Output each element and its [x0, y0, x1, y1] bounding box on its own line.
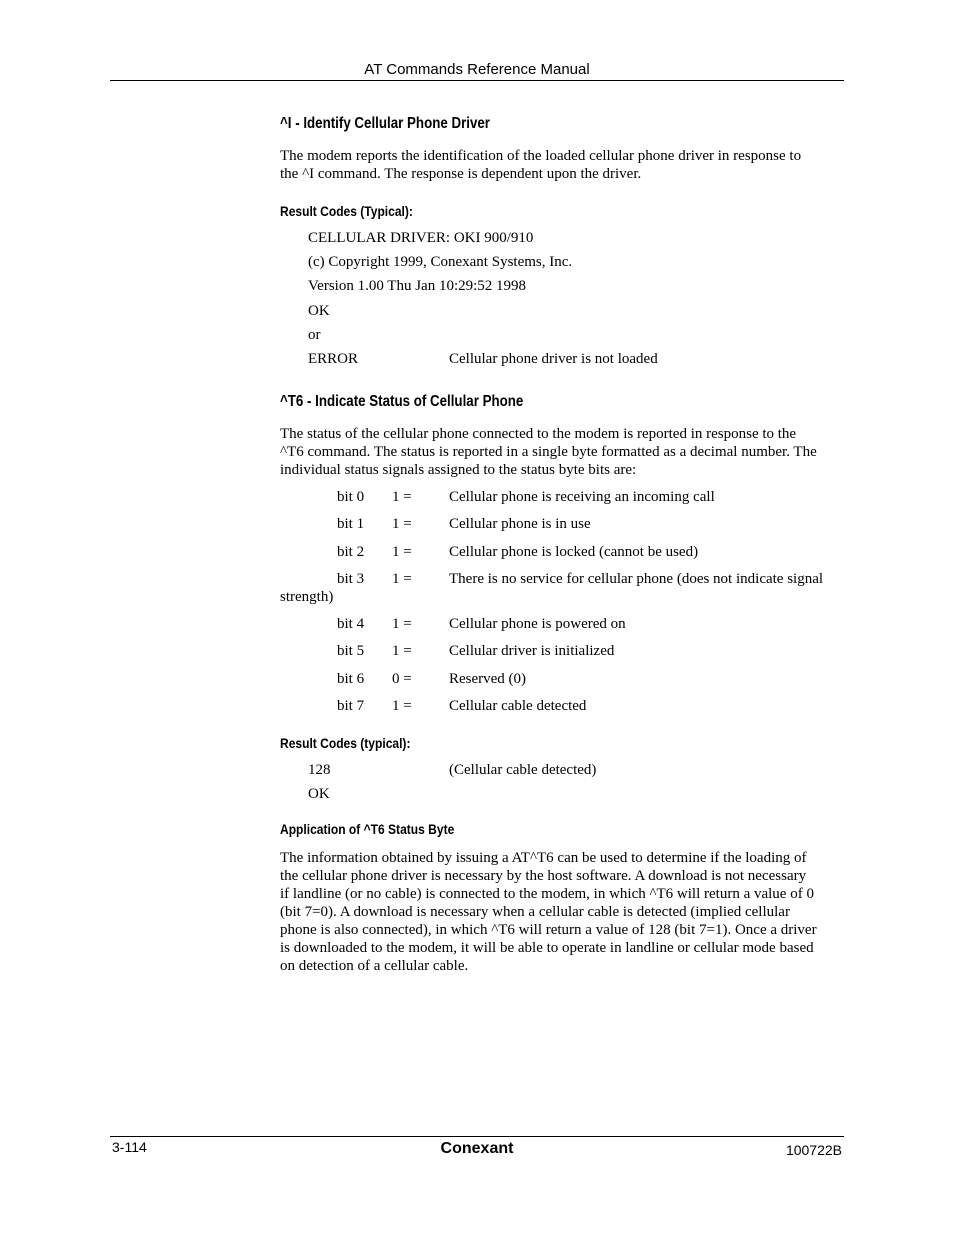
error-description: Cellular phone driver is not loaded — [449, 351, 658, 367]
application-line-6: is downloaded to the modem, it will be able to operate in landline or cellular mode based — [280, 940, 814, 956]
result-codes-heading-1: Result Codes (Typical): — [280, 203, 413, 219]
result-line-5: or — [308, 327, 321, 343]
application-line-1: The information obtained by issuing a AT^T6 can be used to determine if the loading of — [280, 850, 807, 866]
result-line-3: Version 1.00 Thu Jan 10:29:52 1998 — [308, 278, 527, 294]
bit-label: bit 0 — [337, 489, 365, 505]
result-ok: OK — [308, 786, 330, 802]
bit-value: 1 = — [392, 489, 412, 505]
bit-description: Cellular phone is locked (cannot be used) — [449, 544, 699, 560]
result-code-value: 128 — [308, 762, 331, 778]
section2-paragraph-line-2: ^T6 command. The status is reported in a single byte formatted as a decimal number. The — [280, 444, 817, 460]
bit-label: bit 3 — [337, 571, 365, 587]
section-heading-identify-driver: ^I - Identify Cellular Phone Driver — [280, 115, 491, 132]
application-line-2: the cellular phone driver is necessary by the host software. A download is not necessary — [280, 868, 807, 884]
bit-description: Cellular phone is receiving an incoming call — [449, 489, 715, 505]
bit-value: 1 = — [392, 698, 412, 714]
bit-label: bit 4 — [337, 616, 365, 632]
section2-paragraph-line-1: The status of the cellular phone connected to the modem is reported in response to the — [280, 426, 797, 442]
bit-value: 1 = — [392, 643, 412, 659]
section-heading-cellular-status: ^T6 - Indicate Status of Cellular Phone — [280, 393, 524, 410]
application-line-4: (bit 7=0). A download is necessary when a cellular cable is detected (implied cellular — [280, 904, 790, 920]
footer-company: Conexant — [440, 1140, 514, 1157]
bit-label: bit 1 — [337, 516, 365, 532]
header-rule — [110, 80, 844, 81]
bit-description-wrap: strength) — [280, 589, 334, 605]
section2-paragraph-line-3: individual status signals assigned to the status byte bits are: — [280, 462, 637, 478]
bit-description: Cellular phone is in use — [449, 516, 591, 532]
application-heading: Application of ^T6 Status Byte — [280, 821, 455, 837]
application-line-7: on detection of a cellular cable. — [280, 958, 469, 974]
application-line-5: phone is also connected), in which ^T6 will return a value of 128 (bit 7=1). Once a driver — [280, 922, 817, 938]
bit-value: 1 = — [392, 571, 412, 587]
bit-value: 0 = — [392, 671, 412, 687]
bit-description: Cellular phone is powered on — [449, 616, 626, 632]
bit-description: There is no service for cellular phone (does not indicate signal — [449, 571, 824, 587]
result-codes-heading-2: Result Codes (typical): — [280, 735, 411, 751]
footer-page-number: 3-114 — [112, 1139, 147, 1155]
bit-label: bit 2 — [337, 544, 365, 560]
footer-doc-number: 100722B — [785, 1142, 842, 1158]
section1-paragraph-line-1: The modem reports the identification of the loaded cellular phone driver in response to — [280, 148, 802, 164]
result-line-1: CELLULAR DRIVER: OKI 900/910 — [308, 230, 534, 246]
result-line-2: (c) Copyright 1999, Conexant Systems, Inc. — [308, 254, 573, 270]
bit-description: Cellular cable detected — [449, 698, 587, 714]
bit-description: Reserved (0) — [449, 671, 527, 687]
bit-description: Cellular driver is initialized — [449, 643, 615, 659]
page-header-title: AT Commands Reference Manual — [364, 61, 590, 78]
footer-rule — [110, 1136, 844, 1137]
bit-value: 1 = — [392, 516, 412, 532]
bit-label: bit 5 — [337, 643, 365, 659]
bit-label: bit 7 — [337, 698, 365, 714]
error-code: ERROR — [308, 351, 359, 367]
section1-paragraph-line-2: the ^I command. The response is dependent upon the driver. — [280, 166, 642, 182]
bit-label: bit 6 — [337, 671, 365, 687]
result-line-4: OK — [308, 303, 330, 319]
application-line-3: if landline (or no cable) is connected to the modem, in which ^T6 will return a value of 0 — [280, 886, 814, 902]
bit-value: 1 = — [392, 616, 412, 632]
result-code-description: (Cellular cable detected) — [449, 762, 597, 778]
bit-value: 1 = — [392, 544, 412, 560]
